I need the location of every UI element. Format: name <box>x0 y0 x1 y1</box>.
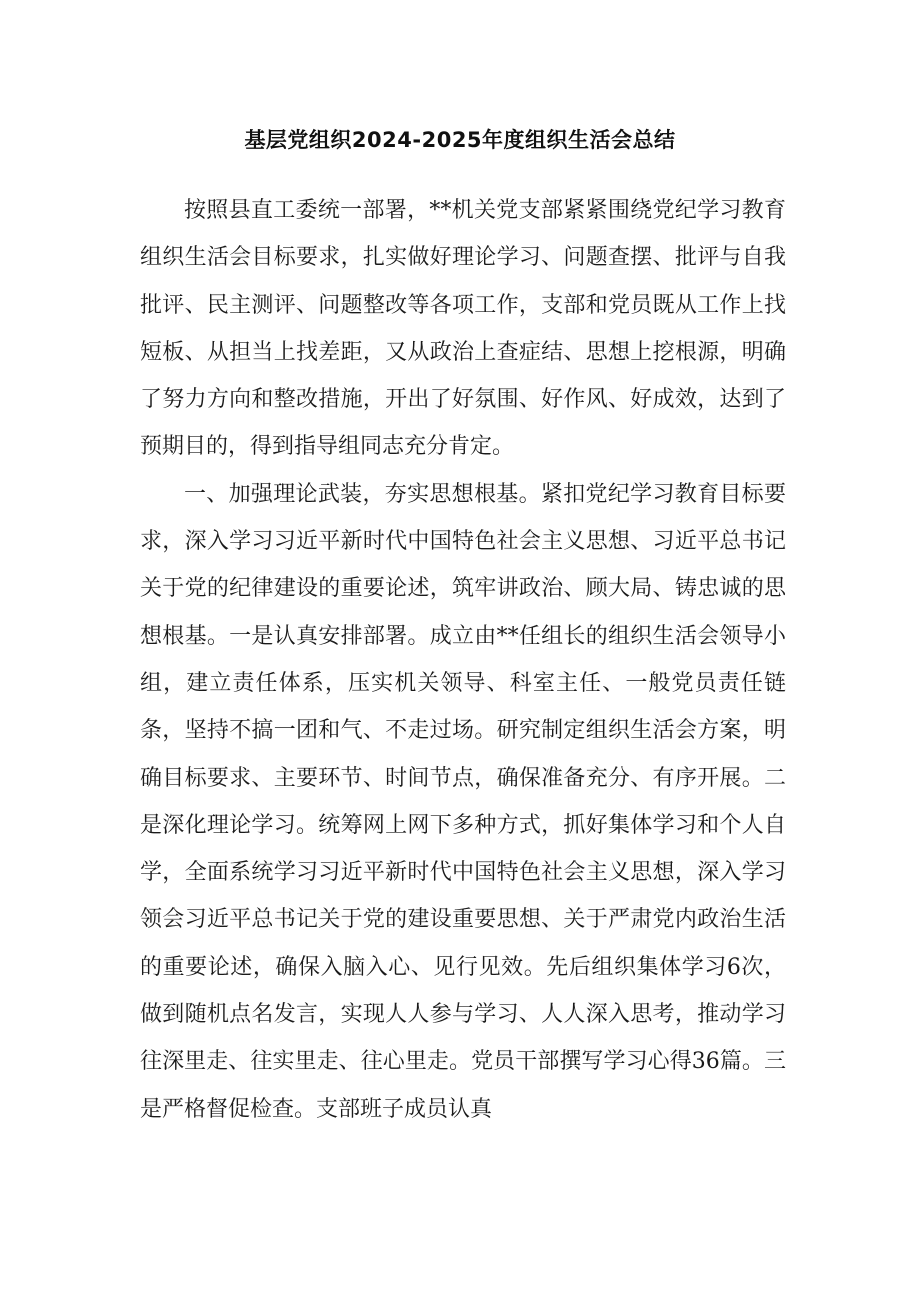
document-title: 基层党组织2024-2025年度组织生活会总结 <box>244 128 676 152</box>
document-body <box>140 187 786 1133</box>
paragraph-section-1: 一、加强理论武装，夯实思想根基。紧扣党纪学习教育目标要求，深入学习习近平新时代中国特色社会主义思想、习近平总书记关于党的纪律建设的重要论述，筑牢讲政治、顾大局、铸忠诚的思想根基。一是认真安排部署。成立由**任组长的组织生活会领导小组，建立责任体系，压实机关领导、科室主任、一般党员责任链条，坚持不搞一团和气、不走过场。研究制定组织生活会方案，明确目标要求、主要环节、时间节点，确保准备充分、有序开展。二是深化理论学习。统筹网上网下多种方式，抓好集体学习和个人自学，全面系统学习习近平新时代中国特色社会主义思想，深入学习领会习近平总书记关于党的建设重要思想、关于严肃党内政治生活的重要论述，确保入脑入心、见行见效。先后组织集体学习6次，做到随机点名发言，实现人人参与学习、人人深入思考，推动学习往深里走、往实里走、往心里走。党员干部撰写学习心得36篇。三是严格督促检查。支部班子成员认真 <box>140 481 786 1122</box>
paragraph-intro: 按照县直工委统一部署，**机关党支部紧紧围绕党纪学习教育组织生活会目标要求，扎实做好理论学习、问题查摆、批评与自我批评、民主测评、问题整改等各项工作，支部和党员既从工作上找短板、从担当上找差距，又从政治上查症结、思想上挖根源，明确了努力方向和整改措施，开出了好氛围、好作风、好成效，达到了预期目的，得到指导组同志充分肯定。 <box>140 198 786 460</box>
